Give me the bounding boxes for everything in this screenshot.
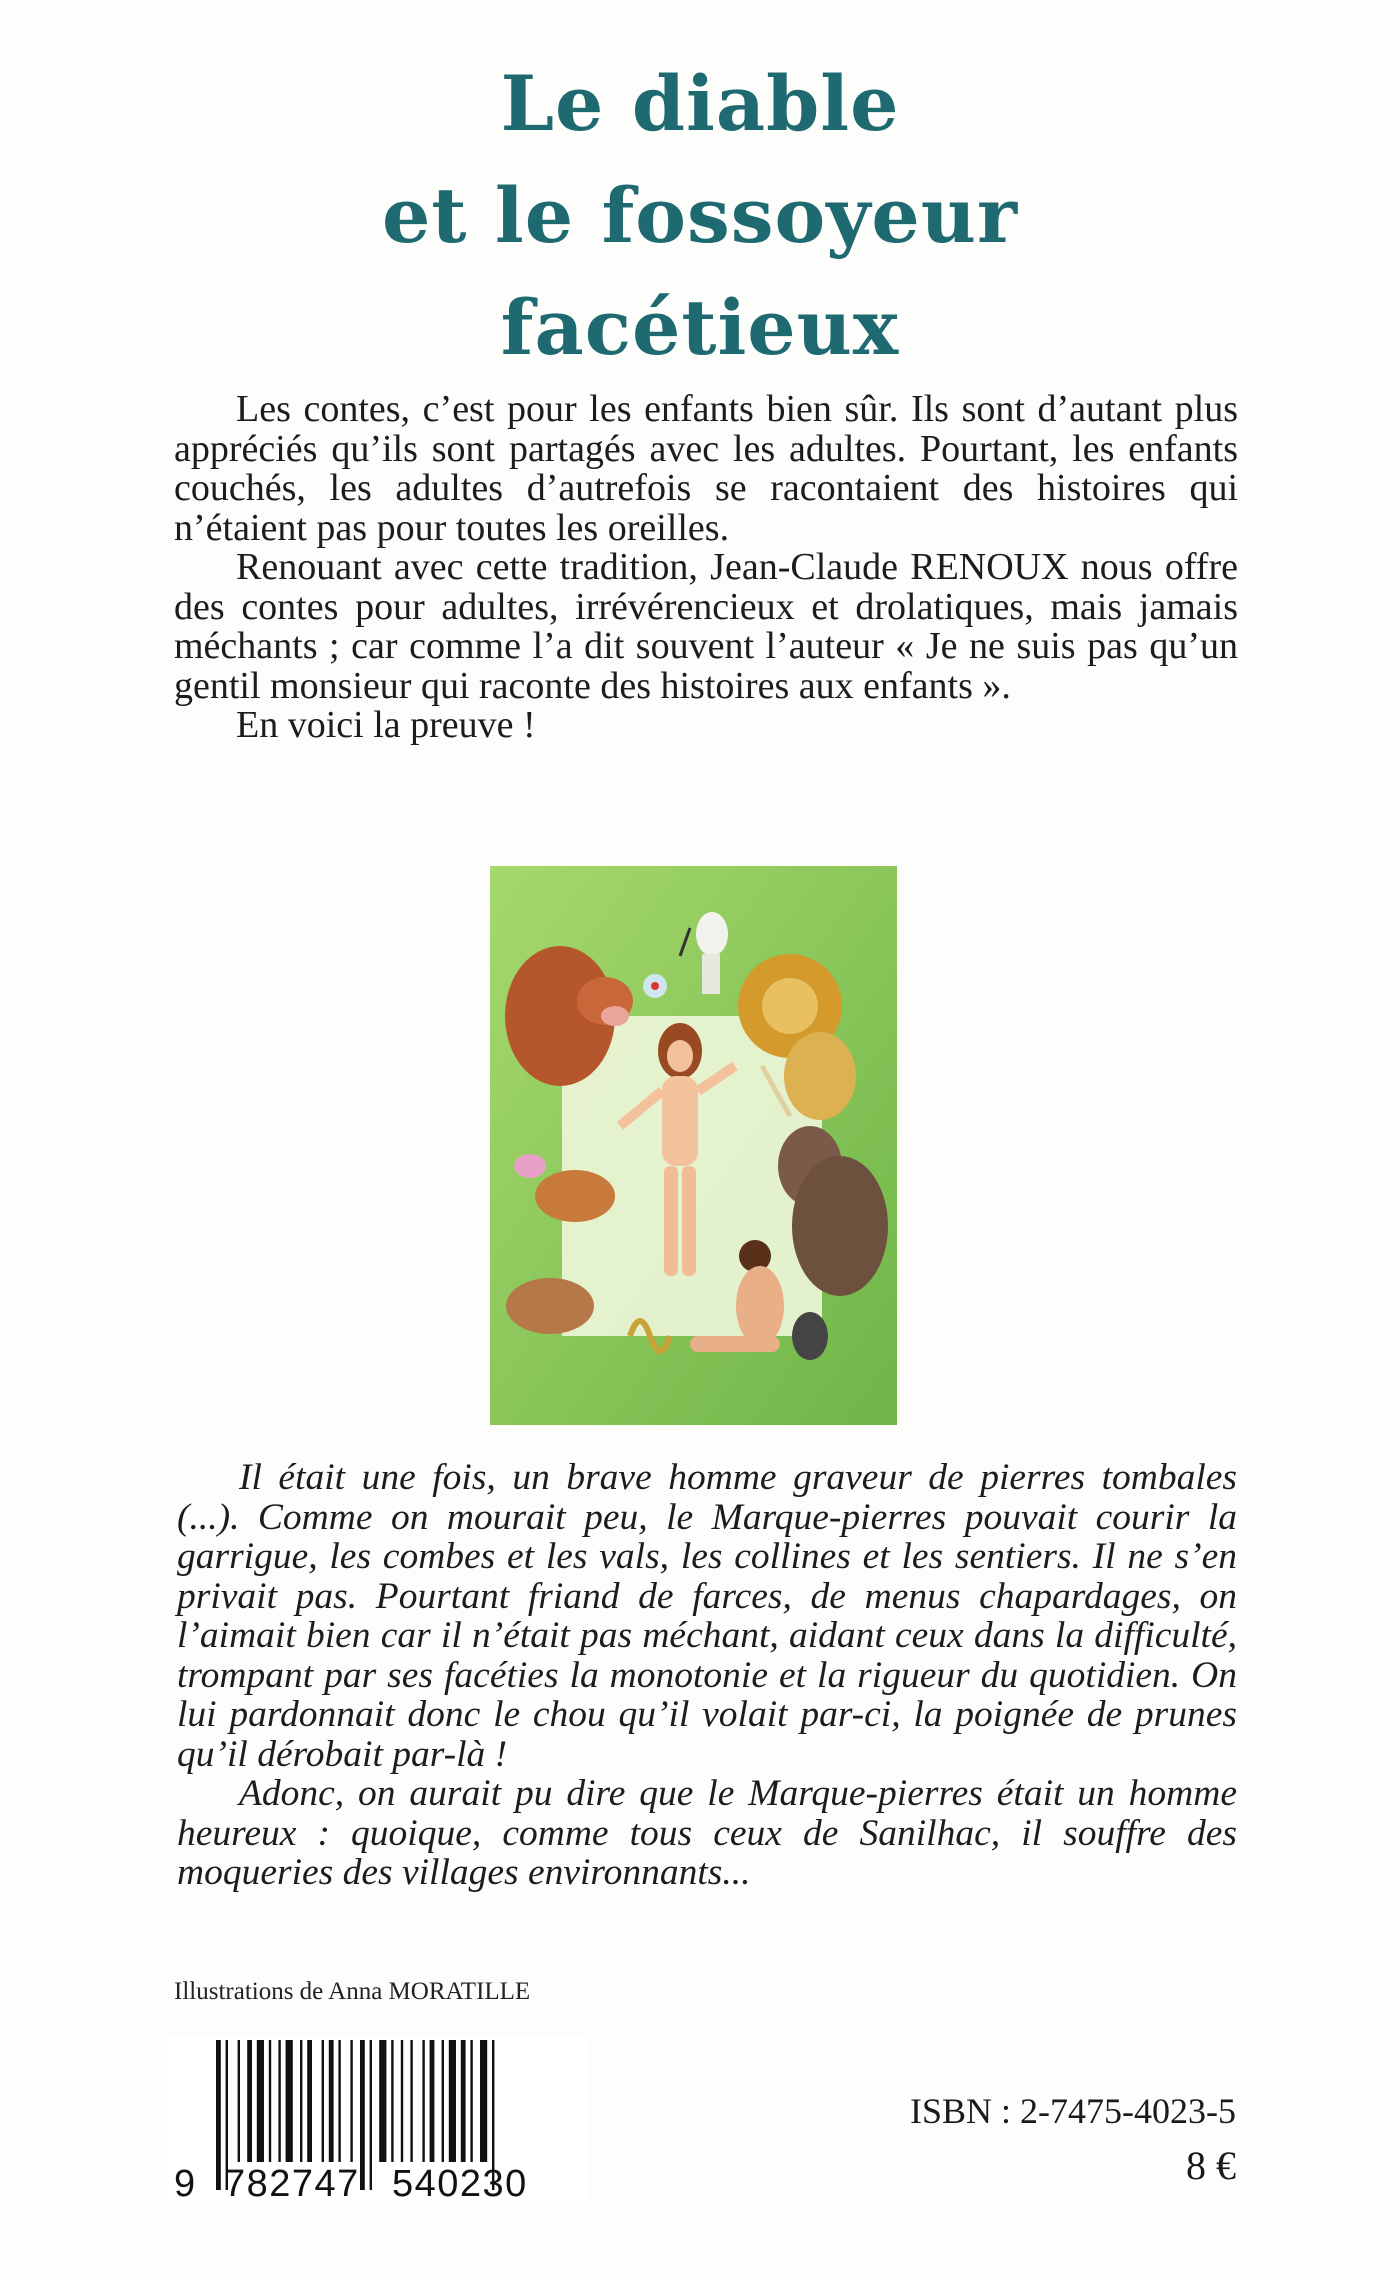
book-title	[0, 48, 1400, 384]
barcode-group-2: 540230	[392, 2163, 528, 2205]
barcode-graphic	[168, 2036, 588, 2206]
barcode-bar	[247, 2040, 252, 2162]
intro-paragraph-1: Les contes, c’est pour les enfants bien sûr. Ils sont d’autant plus appréciés qu’ils sont partagés avec les adultes. Pourtant, les enfants couchés, les adultes d’autrefois se racontaient des histoires qui n’étaient pas pour toutes les oreilles.	[174, 388, 1238, 549]
illustration-credit: Illustrations de Anna MORATILLE	[174, 1978, 531, 2005]
barcode-bar	[461, 2040, 466, 2162]
barcode-bar	[307, 2040, 312, 2162]
barcode-bar	[449, 2040, 456, 2162]
barcode-bar	[350, 2040, 352, 2162]
excerpt-paragraph-2: Adonc, on aurait pu dire que le Marque-pierres était un homme heureux : quoique, comme tous ceux de Sanilhac, il souffre des moqueries des villages environnants...	[177, 1773, 1237, 1893]
cover-illustration	[490, 866, 897, 1425]
title-line-1: Le diable	[500, 59, 900, 148]
price: 8 €	[1186, 2143, 1236, 2188]
excerpt-text	[177, 1458, 1237, 1893]
barcode-bar	[322, 2040, 324, 2162]
barcode-bar	[422, 2040, 424, 2162]
barcode-bar	[370, 2040, 372, 2190]
title-line-3: facétieux	[500, 283, 900, 372]
barcode-bar	[329, 2040, 334, 2162]
barcode-bar	[300, 2040, 302, 2162]
intro-paragraph-3: En voici la preuve !	[236, 704, 536, 746]
isbn-barcode	[168, 2036, 588, 2206]
barcode-bar	[269, 2040, 271, 2162]
illustration-artwork	[490, 866, 897, 1425]
barcode-bar	[278, 2040, 280, 2162]
intro-paragraph-2: Renouant avec cette tradition, Jean-Claude RENOUX nous offre des contes pour adultes, irrévérencieux et drolatiques, mais jamais méchants ; car comme l’a dit souvent l’auteur « Je ne suis pas qu’un gentil monsieur qui raconte des histoires aux enfants ».	[174, 546, 1238, 707]
barcode-bar	[257, 2040, 264, 2162]
barcode-bar	[480, 2040, 487, 2162]
barcode-first-digit: 9	[174, 2163, 196, 2205]
barcode-bar	[442, 2040, 444, 2162]
isbn-number: ISBN : 2-7475-4023-5	[910, 2091, 1236, 2131]
barcode-bar	[338, 2040, 340, 2162]
barcode-bar	[410, 2040, 412, 2162]
barcode-bar	[379, 2040, 386, 2162]
barcode-bar	[391, 2040, 393, 2162]
intro-text	[174, 390, 1238, 746]
barcode-group-1: 782747	[224, 2163, 360, 2205]
barcode-bar	[216, 2040, 221, 2190]
barcode-bar	[238, 2040, 240, 2162]
barcode-bar	[360, 2040, 365, 2190]
barcode-bar	[286, 2040, 293, 2162]
barcode-bar	[470, 2040, 472, 2162]
title-line-2: et le fossoyeur	[381, 171, 1019, 260]
barcode-bar	[430, 2040, 435, 2162]
barcode-bar	[401, 2040, 403, 2162]
excerpt-paragraph-1: Il était une fois, un brave homme graveur de pierres tombales (...). Comme on mourait peu, le Marque-pierres pouvait courir la garrigue, les combes et les vals, les collines et les sentiers. Il ne s’en privait pas. Pourtant friand de farces, de menus chapardages, on l’aimait bien car il n’était pas méchant, aidant ceux dans la difficulté, trompant par ses facéties la monotonie et la rigueur du quotidien. On lui pardonnait donc le chou qu’il volait par-ci, la poignée de prunes qu’il dérobait par-là !	[177, 1457, 1237, 1775]
